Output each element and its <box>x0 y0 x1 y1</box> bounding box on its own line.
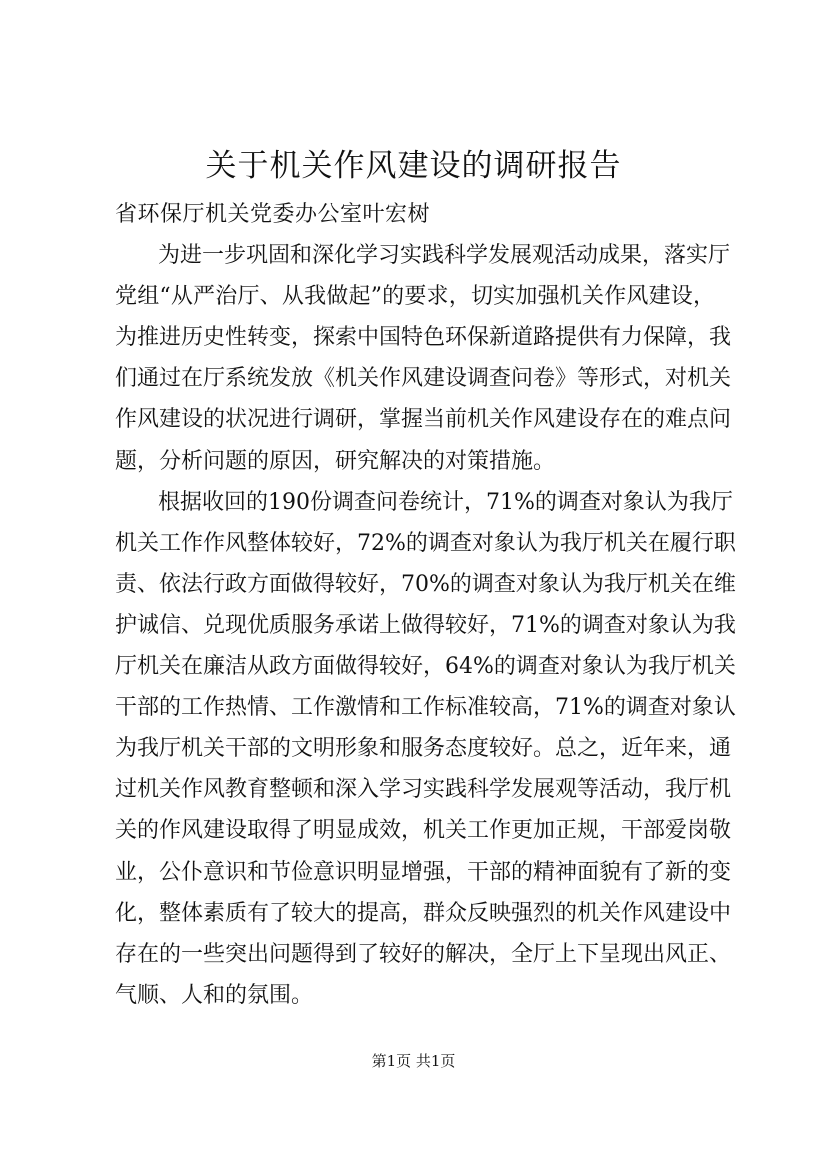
paragraph-line: 为推进历史性转变，探索中国特色环保新道路提供有力保障，我 <box>115 325 732 351</box>
paragraph-line: 干部的工作热情、工作激情和工作标准较高，71%的调查对象认 <box>115 695 736 721</box>
paragraph-2 <box>115 482 736 1016</box>
paragraph-1 <box>115 235 732 482</box>
paragraph-line: 为我厅机关干部的文明形象和服务态度较好。总之，近年来，通 <box>115 736 732 762</box>
paragraph-line: 题，分析问题的原因，研究解决的对策措施。 <box>115 448 556 474</box>
paragraph-line: 气顺、人和的氛围。 <box>115 982 314 1008</box>
paragraph-line: 责、依法行政方面做得较好，70%的调查对象认为我厅机关在维 <box>115 571 736 597</box>
paragraph-line: 为进一步巩固和深化学习实践科学发展观活动成果，落实厅 <box>158 243 731 269</box>
paragraph-line: 护诚信、兑现优质服务承诺上做得较好，71%的调查对象认为我 <box>115 612 736 638</box>
page-number: 第1页 共1页 <box>371 1052 456 1070</box>
paragraph-line: 厅机关在廉洁从政方面做得较好，64%的调查对象认为我厅机关 <box>115 654 736 680</box>
paragraph-line: 根据收回的190份调查问卷统计，71%的调查对象认为我厅 <box>158 489 733 515</box>
document-title: 关于机关作风建设的调研报告 <box>205 148 622 184</box>
paragraph-line: 化，整体素质有了较大的提高，群众反映强烈的机关作风建设中 <box>115 900 732 926</box>
paragraph-line: 关的作风建设取得了明显成效，机关工作更加正规，干部爱岗敬 <box>115 818 732 844</box>
paragraph-line: 们通过在厅系统发放《机关作风建设调查问卷》等形式，对机关 <box>115 366 732 392</box>
paragraph-line: 机关工作作风整体较好，72%的调查对象认为我厅机关在履行职 <box>115 530 736 556</box>
paragraph-line: 党组“从严治厅、从我做起”的要求，切实加强机关作风建设， <box>115 284 715 310</box>
paragraph-line: 存在的一些突出问题得到了较好的解决，全厅上下呈现出风正、 <box>115 941 732 967</box>
document-body <box>115 194 736 1016</box>
paragraph-line: 业，公仆意识和节俭意识明显增强，干部的精神面貌有了新的变 <box>115 859 732 885</box>
author-line: 省环保厅机关党委办公室叶宏树 <box>115 202 431 227</box>
paragraph-line: 作风建设的状况进行调研，掌握当前机关作风建设存在的难点问 <box>115 407 732 433</box>
paragraph-line: 过机关作风教育整顿和深入学习实践科学发展观等活动，我厅机 <box>115 777 732 803</box>
